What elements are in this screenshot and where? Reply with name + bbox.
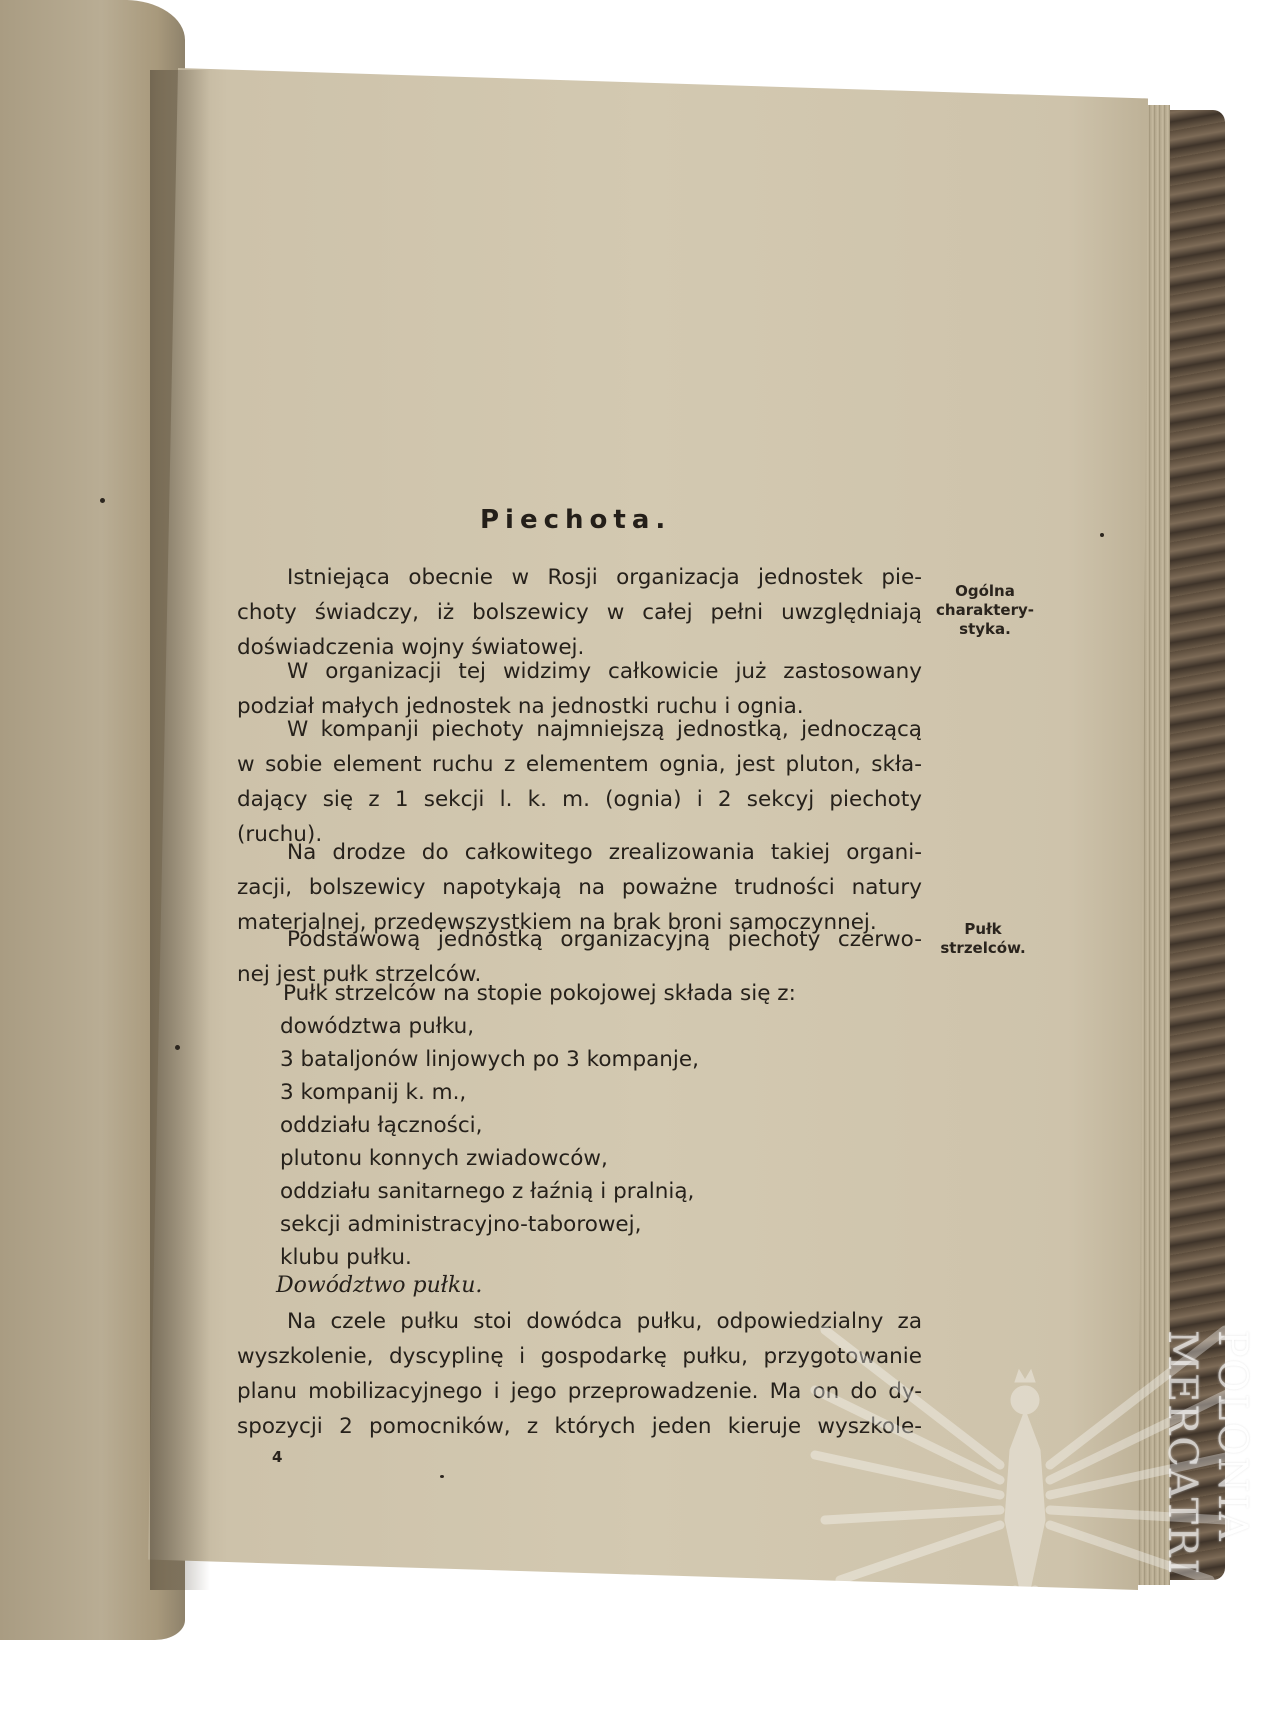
text-line: spozycji 2 pomocników, z których jeden kieruje wyszkole- <box>237 1414 922 1439</box>
text-line: wyszkolenie, dyscyplinę i gospodarkę pułku, przygotowanie <box>237 1344 922 1369</box>
page-number: 4 <box>272 1448 283 1466</box>
text-line: (ruchu). <box>237 822 323 847</box>
watermark-text-2: POLONIA <box>1209 1330 1255 1543</box>
side-note-regiment <box>928 920 1038 958</box>
speck <box>440 1475 444 1478</box>
text-line: doświadczenia wojny światowej. <box>237 635 585 660</box>
speck <box>100 498 105 503</box>
paragraph-6: Pułk strzelców na stopie pokojowej składa się z: <box>283 981 796 1006</box>
side-note-general <box>930 582 1040 639</box>
text-line: w sobie element ruchu z elementem ognia, jest pluton, skła- <box>237 752 922 777</box>
side-note-line: strzelców. <box>940 939 1026 957</box>
text-line: nej jest pułk strzelców. <box>237 962 482 987</box>
list-item: sekcji administracyjno-taborowej, <box>280 1212 642 1237</box>
list-item: oddziału sanitarnego z łaźnią i pralnią, <box>280 1179 695 1204</box>
side-note-line: charaktery- <box>936 601 1034 619</box>
text-line: Istniejąca obecnie w Rosji organizacja jednostek pie- <box>287 565 922 590</box>
text-line: W organizacji tej widzimy całkowicie już zastosowany <box>287 659 922 684</box>
paragraph-1 <box>237 560 922 665</box>
text-line: Podstawową jednostką organizacyjną piechoty czerwo- <box>287 927 922 952</box>
speck <box>1100 533 1104 537</box>
text-line: planu mobilizacyjnego i jego przeprowadzenie. Ma on do dy- <box>237 1379 922 1404</box>
page-title: Piechota. <box>480 505 672 535</box>
text-line: zacji, bolszewicy napotykają na poważne trudności natury <box>237 875 922 900</box>
paragraph-3 <box>237 712 922 852</box>
list-item: 3 bataljonów linjowych po 3 kompanje, <box>280 1047 699 1072</box>
text-line: Na czele pułku stoi dowódca pułku, odpowiedzialny za <box>287 1309 922 1334</box>
section-subheading: Dowództwo pułku. <box>276 1273 483 1298</box>
text-line: materjalnej, przedewszystkiem na brak broni samoczynnej. <box>237 910 877 935</box>
text-line: W kompanji piechoty najmniejszą jednostką, jednoczącą <box>287 717 922 742</box>
side-note-line: Ogólna <box>955 582 1015 600</box>
side-note-line: styka. <box>959 620 1011 638</box>
list-item: oddziału łączności, <box>280 1113 483 1138</box>
text-line: dający się z 1 sekcji l. k. m. (ognia) i 2 sekcyj piechoty <box>237 787 922 812</box>
side-note-line: Pułk <box>964 920 1002 938</box>
text-line: choty świadczy, iż bolszewicy w całej pełni uwzględniają <box>237 600 922 625</box>
composition-list <box>280 1010 699 1274</box>
page-gutter-shadow <box>150 70 210 1590</box>
watermark-text-1: MERCATRI <box>1159 1330 1205 1577</box>
list-item: dowództwa pułku, <box>280 1014 475 1039</box>
text-line: Na drodze do całkowitego zrealizowania takiej organi- <box>287 840 922 865</box>
speck <box>175 1045 180 1050</box>
text-line: podział małych jednostek na jednostki ruchu i ognia. <box>237 694 804 719</box>
list-item: 3 kompanij k. m., <box>280 1080 467 1105</box>
list-item: plutonu konnych zwiadowców, <box>280 1146 608 1171</box>
list-item: klubu pułku. <box>280 1245 412 1270</box>
